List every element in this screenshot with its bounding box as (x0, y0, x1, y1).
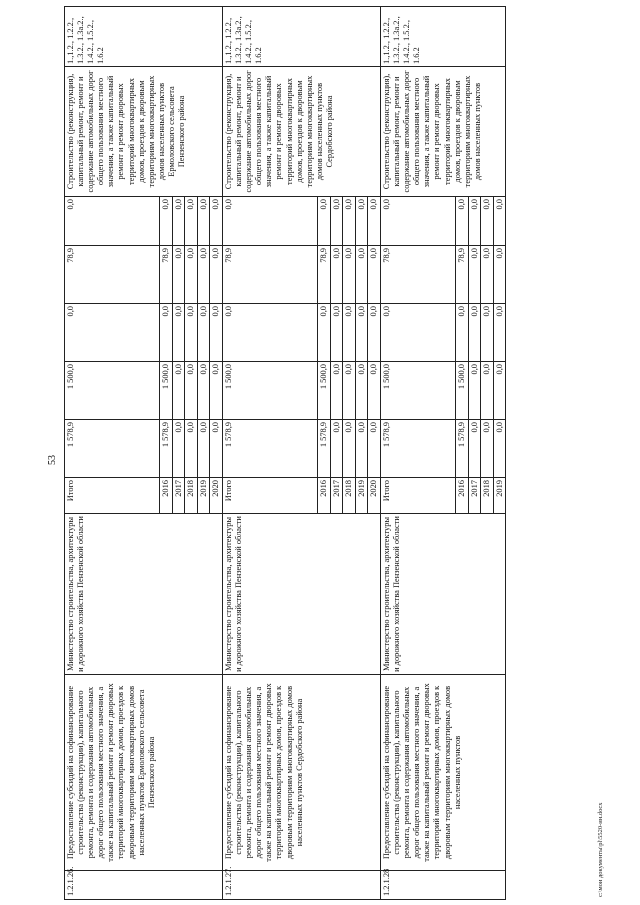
amount-cell: 0,0 (65, 197, 160, 246)
year-cell: 2018 (481, 478, 494, 514)
amount-cell: 0,0 (493, 246, 506, 304)
amount-cell: 0,0 (481, 246, 494, 304)
page-number: 53 (47, 455, 58, 465)
year-cell: 2019 (197, 478, 210, 514)
amount-cell: 0,0 (481, 304, 494, 362)
amount-cell: 1 500,0 (317, 362, 330, 420)
description-text: Предоставление субсидий на софинансирование строительства (реконструкции), капитального ремонта, ремонта и содержания автомобильных дорог общего пользования местного значения, а также на капитальный ремонт и ремонт дворовых территорий многоквартирных домов, проездов к дворовым территориям многоквартирных домов населенных пунктов (223, 683, 304, 862)
amount-cell: 78,9 (317, 246, 330, 304)
year-cell: 2018 (343, 478, 356, 514)
entry-code: 1.2.1.26. (65, 871, 223, 900)
amount-cell: 0,0 (468, 420, 481, 478)
amount-cell: 0,0 (172, 197, 185, 246)
year-cell: 2017 (172, 478, 185, 514)
description-district: Ермоловского сельсовета Пензенского района (136, 689, 156, 809)
year-cell: Итого (65, 478, 160, 514)
amount-cell: 0,0 (330, 304, 343, 362)
amount-cell: 1 500,0 (65, 362, 160, 420)
indicator-codes: 1.,1.2., 1.2.2., 1.3.2., 1.3а.2., 1.4.2., 1.5.2., 1.6.2 (65, 7, 223, 67)
amount-cell: 0,0 (343, 420, 356, 478)
result-text: Строительство (реконструкция), капитальный ремонт, ремонт и содержание автомобильных дорог общего пользования местного значения, а также капитальный ремонт и ремонт дворовых территорий многоквартирных домов, проездов к дворовым территориям многоквартирных домов населенных пунктов (381, 70, 482, 193)
expected-result (222, 67, 380, 197)
year-cell: Итого (222, 478, 317, 514)
amount-cell: 1 578,9 (222, 420, 317, 478)
amount-cell: 0,0 (160, 197, 173, 246)
amount-cell: 0,0 (343, 246, 356, 304)
entry-description (222, 675, 380, 871)
amount-cell: 0,0 (330, 197, 343, 246)
year-cell: 2020 (210, 478, 223, 514)
amount-cell: 78,9 (65, 246, 160, 304)
amount-cell: 0,0 (468, 246, 481, 304)
table-row (222, 7, 317, 900)
amount-cell: 0,0 (210, 304, 223, 362)
amount-cell: 0,0 (185, 420, 198, 478)
amount-cell: 0,0 (493, 362, 506, 420)
amount-cell: 0,0 (368, 420, 381, 478)
amount-cell: 0,0 (197, 246, 210, 304)
year-cell: 2017 (330, 478, 343, 514)
amount-cell: 1 578,9 (380, 420, 455, 478)
executor: Министерство строительства, архитектуры и дорожного хозяйства Пензенской области (380, 514, 505, 675)
description-district: Сердобского района (294, 698, 304, 771)
executor: Министерство строительства, архитектуры и дорожного хозяйства Пензенской области (222, 514, 380, 675)
amount-cell: 0,0 (380, 304, 455, 362)
amount-cell: 0,0 (210, 420, 223, 478)
amount-cell: 0,0 (355, 362, 368, 420)
amount-cell: 0,0 (197, 197, 210, 246)
amount-cell: 0,0 (197, 362, 210, 420)
amount-cell: 0,0 (468, 304, 481, 362)
amount-cell: 0,0 (172, 246, 185, 304)
amount-cell: 1 500,0 (160, 362, 173, 420)
table-row (380, 7, 455, 900)
amount-cell: 0,0 (172, 362, 185, 420)
amount-cell: 0,0 (481, 420, 494, 478)
year-cell: 2016 (455, 478, 468, 514)
entry-description (65, 675, 223, 871)
amount-cell: 0,0 (172, 420, 185, 478)
year-cell: 2019 (493, 478, 506, 514)
amount-cell: 0,0 (493, 197, 506, 246)
amount-cell: 0,0 (185, 197, 198, 246)
amount-cell: 0,0 (355, 197, 368, 246)
year-cell: 2018 (185, 478, 198, 514)
result-district: Ермоловского сельсовета Пензенского района (166, 86, 187, 177)
amount-cell: 0,0 (343, 362, 356, 420)
year-cell: 2017 (468, 478, 481, 514)
amount-cell: 0,0 (197, 420, 210, 478)
amount-cell: 1 578,9 (317, 420, 330, 478)
amount-cell: 0,0 (222, 197, 317, 246)
amount-cell: 0,0 (455, 304, 468, 362)
amount-cell: 78,9 (455, 246, 468, 304)
amount-cell: 0,0 (197, 304, 210, 362)
program-table (64, 6, 506, 900)
amount-cell: 0,0 (330, 246, 343, 304)
amount-cell: 0,0 (172, 304, 185, 362)
entry-description (380, 675, 505, 871)
amount-cell: 0,0 (481, 197, 494, 246)
amount-cell: 0,0 (481, 362, 494, 420)
entry-code: 1.2.1.27. (222, 871, 380, 900)
amount-cell: 0,0 (330, 362, 343, 420)
amount-cell: 1 500,0 (380, 362, 455, 420)
amount-cell: 0,0 (468, 197, 481, 246)
table-row (65, 7, 160, 900)
amount-cell: 0,0 (317, 304, 330, 362)
amount-cell: 0,0 (368, 246, 381, 304)
footer-file-path: c:\мои документы\pl\5520-ин.docx (597, 802, 604, 897)
amount-cell: 1 578,9 (65, 420, 160, 478)
amount-cell: 0,0 (468, 362, 481, 420)
indicator-codes: 1.,1.2., 1.2.2., 1.3.2., 1.3а.2., 1.4.2., 1.5.2., 1.6.2 (380, 7, 505, 67)
amount-cell: 0,0 (355, 304, 368, 362)
amount-cell: 0,0 (210, 362, 223, 420)
description-text: Предоставление субсидий на софинансирование строительства (реконструкции), капитального ремонта, ремонта и содержания автомобильных дорог общего пользования местного значения, а также на капитальный ремонт и ремонт дворовых территорий многоквартирных домов, проездов к дворовым территориям многоквартирных домов населенных пунктов (381, 683, 462, 862)
year-cell: 2016 (160, 478, 173, 514)
amount-cell: 0,0 (185, 304, 198, 362)
amount-cell: 0,0 (222, 304, 317, 362)
description-text: Предоставление субсидий на софинансирование строительства (реконструкции), капитального ремонта, ремонта и содержания автомобильных дорог общего пользования местного значения, а также на капитальный ремонт и ремонт дворовых территорий многоквартирных домов, проездов к дворовым территориям многоквартирных домов населенных пунктов (66, 683, 146, 862)
amount-cell: 0,0 (355, 420, 368, 478)
amount-cell: 0,0 (493, 420, 506, 478)
amount-cell: 0,0 (355, 246, 368, 304)
amount-cell: 1 500,0 (455, 362, 468, 420)
amount-cell: 0,0 (368, 304, 381, 362)
amount-cell: 78,9 (380, 246, 455, 304)
amount-cell: 0,0 (343, 304, 356, 362)
year-cell: 2019 (355, 478, 368, 514)
year-cell: 2020 (368, 478, 381, 514)
amount-cell: 0,0 (185, 362, 198, 420)
year-cell: 2016 (317, 478, 330, 514)
amount-cell: 0,0 (185, 246, 198, 304)
amount-cell: 0,0 (210, 197, 223, 246)
amount-cell: 0,0 (317, 197, 330, 246)
amount-cell: 0,0 (455, 197, 468, 246)
amount-cell: 1 578,9 (455, 420, 468, 478)
result-text: Строительство (реконструкция), капитальный ремонт, ремонт и содержание автомобильных дорог общего пользования местного значения, а также капитальный ремонт и ремонт дворовых территорий многоквартирных домов, проездов к дворовым территориям многоквартирных домов населенных пунктов (223, 70, 324, 193)
amount-cell: 0,0 (343, 197, 356, 246)
expected-result (380, 67, 505, 197)
amount-cell: 0,0 (368, 197, 381, 246)
amount-cell: 1 500,0 (222, 362, 317, 420)
amount-cell: 78,9 (160, 246, 173, 304)
amount-cell: 0,0 (210, 246, 223, 304)
year-cell: Итого (380, 478, 455, 514)
amount-cell: 0,0 (160, 304, 173, 362)
amount-cell: 78,9 (222, 246, 317, 304)
result-text: Строительство (реконструкция), капитальный ремонт, ремонт и содержание автомобильных дорог общего пользования местного значения, а также капитальный ремонт и ремонт дворовых территорий многоквартирных домов, проездов к дворовым территориям многоквартирных домов населенных пунктов (66, 70, 166, 193)
executor: Министерство строительства, архитектуры и дорожного хозяйства Пензенской области (65, 514, 223, 675)
entry-code: 1.2.1.28 (380, 871, 505, 900)
amount-cell: 1 578,9 (160, 420, 173, 478)
indicator-codes: 1.,1.2., 1.2.2., 1.3.2., 1.3а.2., 1.4.2., 1.5.2., 1.6.2 (222, 7, 380, 67)
result-district: Сердобского района (324, 95, 334, 168)
amount-cell: 0,0 (380, 197, 455, 246)
amount-cell: 0,0 (368, 362, 381, 420)
amount-cell: 0,0 (493, 304, 506, 362)
amount-cell: 0,0 (65, 304, 160, 362)
amount-cell: 0,0 (330, 420, 343, 478)
expected-result (65, 67, 223, 197)
